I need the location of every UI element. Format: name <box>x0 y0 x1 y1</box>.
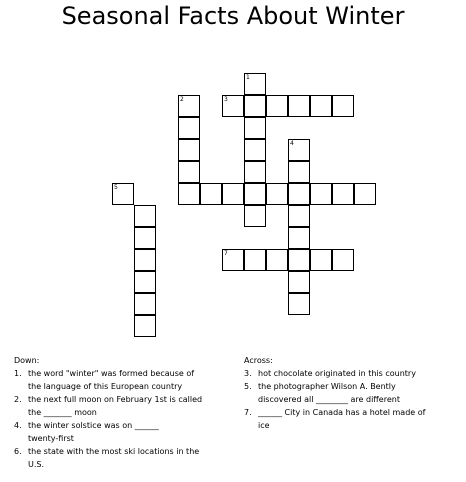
crossword-cell[interactable] <box>222 95 244 117</box>
crossword-cell[interactable] <box>288 227 310 249</box>
crossword-cell[interactable] <box>332 183 354 205</box>
clue-number: 7 <box>224 250 228 257</box>
clue-text-line: the photographer Wilson A. Bently <box>258 382 396 391</box>
crossword-cell[interactable] <box>288 161 310 183</box>
crossword-cell[interactable] <box>200 183 222 205</box>
clue-text-line: discovered all ________ are different <box>258 395 400 404</box>
crossword-cell[interactable] <box>310 95 332 117</box>
clue-text-line: ice <box>258 421 270 430</box>
crossword-cell[interactable] <box>244 95 266 117</box>
clue-number: 3 <box>224 96 228 103</box>
crossword-cell[interactable] <box>288 95 310 117</box>
clue-text-line: twenty-first <box>28 434 74 443</box>
crossword-cell[interactable] <box>266 183 288 205</box>
page-title: Seasonal Facts About Winter <box>61 2 405 30</box>
down-clue <box>14 367 234 393</box>
down-clue <box>14 419 234 445</box>
crossword-cell[interactable] <box>310 183 332 205</box>
crossword-cell[interactable] <box>354 183 376 205</box>
clue-number-label: 2. <box>14 395 22 404</box>
crossword-cell[interactable] <box>178 161 200 183</box>
crossword-cell[interactable] <box>244 73 266 95</box>
crossword-cell[interactable] <box>222 249 244 271</box>
clue-number: 2 <box>180 96 184 103</box>
down-clue <box>14 445 234 471</box>
clue-number-label: 1. <box>14 369 22 378</box>
across-clue <box>244 380 459 406</box>
down-clues <box>14 354 234 471</box>
crossword-cell[interactable] <box>244 161 266 183</box>
clue-text-line: the next full moon on February 1st is called <box>28 395 203 404</box>
crossword-cell[interactable] <box>134 293 156 315</box>
clue-number-label: 5. <box>244 382 252 391</box>
clue-number-label: 4. <box>14 421 22 430</box>
crossword-cell[interactable] <box>288 271 310 293</box>
crossword-cell[interactable] <box>310 249 332 271</box>
crossword-cell[interactable] <box>266 95 288 117</box>
crossword-cell[interactable] <box>134 271 156 293</box>
crossword-cell[interactable] <box>244 249 266 271</box>
crossword-cell[interactable] <box>288 293 310 315</box>
clue-text-line: U.S. <box>28 460 45 469</box>
down-clue <box>14 393 234 419</box>
crossword-cell[interactable] <box>244 183 266 205</box>
crossword-cell[interactable] <box>134 315 156 337</box>
crossword-cell[interactable] <box>266 249 288 271</box>
clue-text-line: hot chocolate originated in this country <box>258 369 416 378</box>
down-heading: Down: <box>14 356 40 365</box>
clue-text-line: ______ City in Canada has a hotel made of <box>258 408 426 417</box>
crossword-cell[interactable] <box>244 117 266 139</box>
crossword-cell[interactable] <box>134 205 156 227</box>
clue-number: 5 <box>114 184 118 191</box>
crossword-cell[interactable] <box>178 139 200 161</box>
clue-text-line: the state with the most ski locations in the <box>28 447 200 456</box>
crossword-cell[interactable] <box>244 139 266 161</box>
across-clue <box>244 406 459 432</box>
clue-text-line: the language of this European country <box>28 382 183 391</box>
crossword-cell[interactable] <box>244 205 266 227</box>
crossword-cell[interactable] <box>332 95 354 117</box>
crossword-cell[interactable] <box>178 183 200 205</box>
crossword-cell[interactable] <box>332 249 354 271</box>
crossword-cell[interactable] <box>288 205 310 227</box>
crossword-cell[interactable] <box>288 249 310 271</box>
across-heading: Across: <box>244 356 273 365</box>
clue-text-line: the winter solstice was on ______ <box>28 421 159 430</box>
crossword-cell[interactable] <box>222 183 244 205</box>
clue-number: 1 <box>246 74 250 81</box>
across-clues <box>244 354 459 432</box>
crossword-cell[interactable] <box>134 227 156 249</box>
clue-number-label: 3. <box>244 369 252 378</box>
crossword-cell[interactable] <box>288 139 310 161</box>
clue-number-label: 7. <box>244 408 252 417</box>
crossword-cell[interactable] <box>178 117 200 139</box>
crossword-cell[interactable] <box>134 249 156 271</box>
crossword-cell[interactable] <box>112 183 134 205</box>
clue-text-line: the _______ moon <box>28 408 97 417</box>
across-clue <box>244 367 459 380</box>
crossword-cell[interactable] <box>288 183 310 205</box>
clue-text-line: the word "winter" was formed because of <box>28 369 195 378</box>
clue-number-label: 6. <box>14 447 22 456</box>
crossword-cell[interactable] <box>178 95 200 117</box>
clue-number: 4 <box>290 140 294 147</box>
